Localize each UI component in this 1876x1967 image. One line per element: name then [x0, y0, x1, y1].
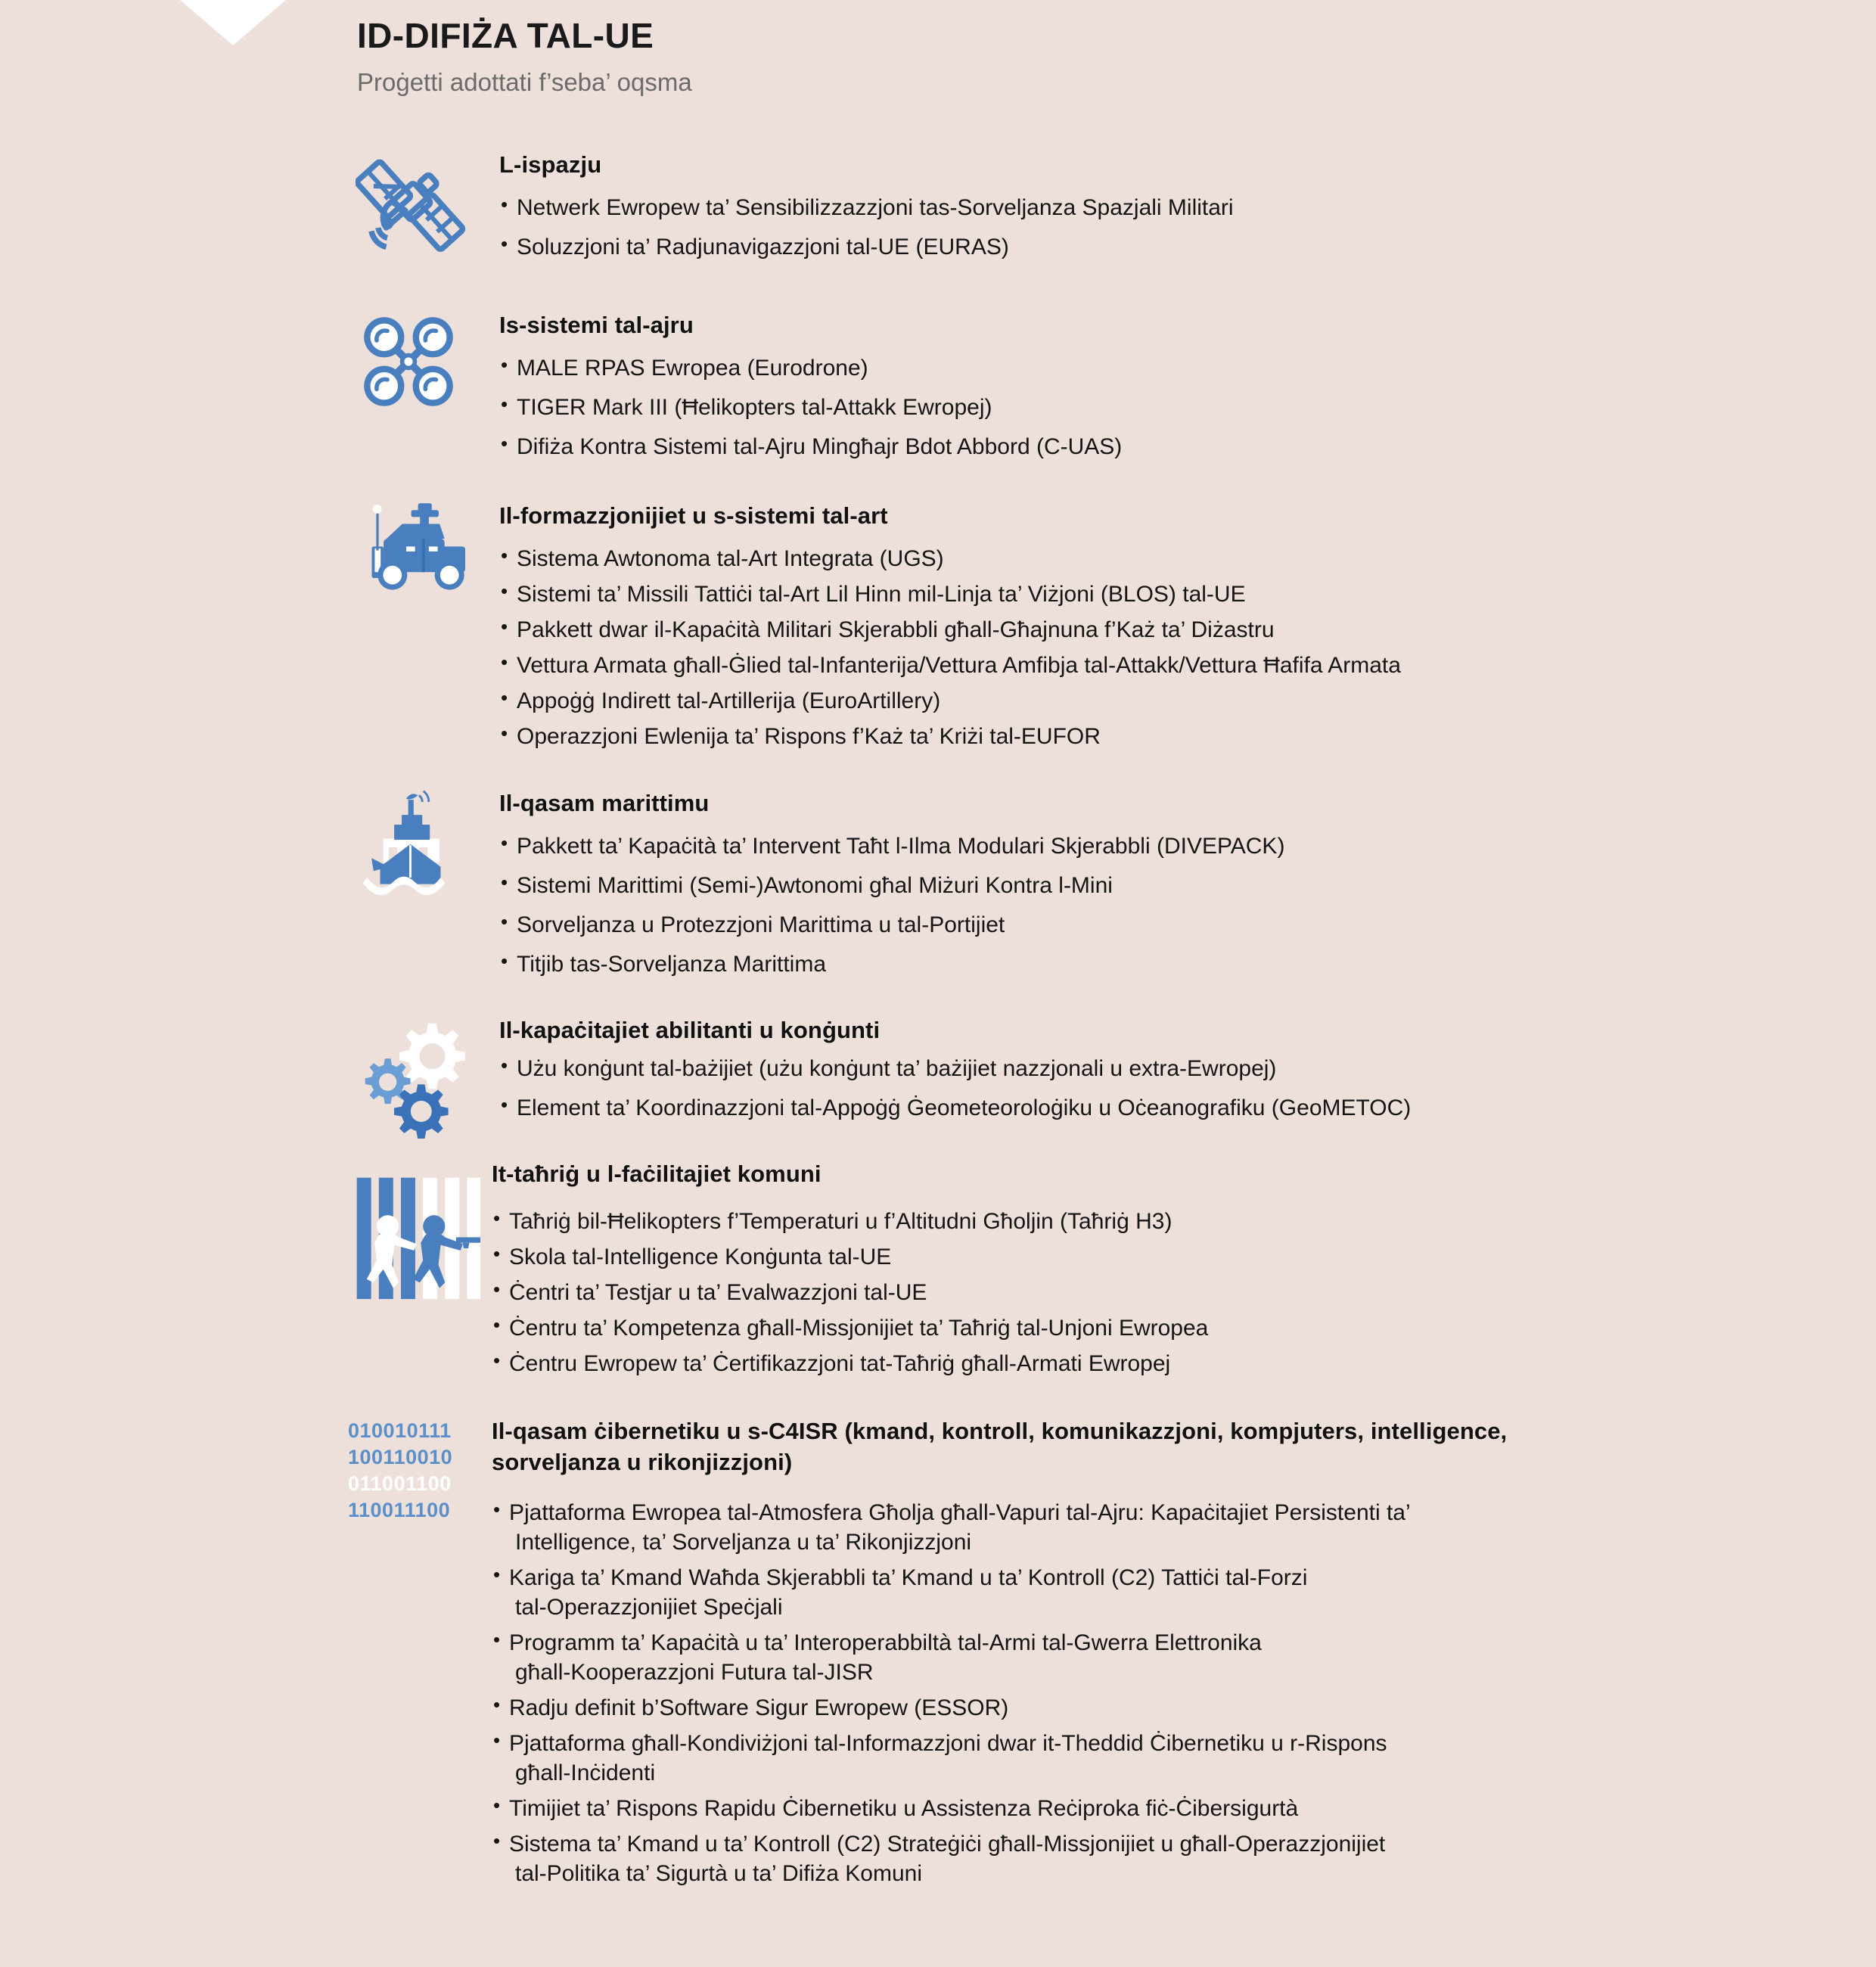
list-item	[499, 651, 1846, 680]
bullet-text: Vettura Armata għall-Ġlied tal-Infanterija/Vettura Amfibja tal-Attakk/Vettura Ħafifa Armata	[517, 652, 1401, 678]
list-item	[499, 580, 1846, 609]
bullet-text-continued: għall-Kooperazzjoni Futura tal-JISR	[515, 1659, 874, 1685]
section-maritime-bullets	[499, 831, 1831, 979]
bullet-text: Użu konġunt tal-bażijiet (użu konġunt ta’ bażijiet nazzjonali u extra-Ewropej)	[517, 1055, 1277, 1081]
section-space-bullets	[499, 193, 1831, 262]
list-item	[499, 910, 1831, 940]
bullet-text: Difiża Kontra Sistemi tal-Ajru Mingħajr Bdot Abbord (C-UAS)	[517, 433, 1123, 459]
list-item	[499, 544, 1846, 573]
bullet-text: Titjib tas-Sorveljanza Marittima	[517, 951, 826, 977]
list-item	[492, 1628, 1861, 1687]
section-training-bullets	[492, 1207, 1823, 1378]
section-land-icon-column	[348, 499, 499, 598]
page-header	[357, 17, 692, 97]
bullet-text: Taħriġ bil-Ħelikopters f’Temperaturi u f’Altitudni Għoljin (Taħriġ H3)	[509, 1208, 1172, 1234]
bullet-text: Sistema Awtonoma tal-Art Integrata (UGS)	[517, 545, 944, 571]
list-item	[492, 1207, 1823, 1236]
list-item	[492, 1242, 1823, 1272]
section-space-text-column	[499, 148, 1831, 272]
list-item	[499, 949, 1831, 979]
page-title: ID-DIFIŻA TAL-UE	[357, 16, 654, 55]
section-enabling-text-column	[499, 1014, 1846, 1133]
list-item	[499, 615, 1846, 645]
section-land-bullets	[499, 544, 1846, 751]
list-item	[499, 193, 1831, 222]
bullet-text: Ċentru ta’ Kompetenza għall-Missjonijiet ta’ Taħriġ tal-Unjoni Ewropea	[509, 1315, 1209, 1341]
ship-icon	[356, 787, 465, 900]
section-enabling-title: Il-kapaċitajiet abilitanti u konġunti	[499, 1017, 881, 1043]
list-item	[499, 232, 1831, 262]
section-space	[348, 148, 1831, 272]
list-item	[499, 432, 1831, 461]
list-item	[492, 1794, 1861, 1823]
bullet-text-continued: Intelligence, ta’ Sorveljanza u ta’ Rikonjizzjoni	[515, 1529, 972, 1555]
binary-line: 100110010	[348, 1446, 453, 1469]
section-maritime-title: Il-qasam marittimu	[499, 790, 710, 816]
bullet-text: Operazzjoni Ewlenija ta’ Rispons f’Każ ta’ Kriżi tal-EUFOR	[517, 723, 1101, 749]
bullet-text-continued: tal-Politika ta’ Sigurtà u ta’ Difiża Komuni	[515, 1860, 923, 1886]
section-cyber-title: Il-qasam ċibernetiku u s-C4ISR (kmand, kontroll, komunikazzjoni, kompjuters, intelligence, sorveljanza u rikonjizzjoni)	[492, 1418, 1508, 1475]
section-land-text-column	[499, 499, 1846, 757]
bullet-text: Skola tal-Intelligence Konġunta tal-UE	[509, 1244, 892, 1269]
list-item	[499, 686, 1846, 716]
binary-line: 011001100	[348, 1472, 452, 1496]
list-item	[492, 1313, 1823, 1343]
list-item	[499, 1054, 1846, 1083]
list-item	[492, 1349, 1823, 1378]
bullet-text: Sistemi ta’ Missili Tattiċi tal-Art Lil Hinn mil-Linja ta’ Viżjoni (BLOS) tal-UE	[517, 581, 1246, 607]
section-training-title: It-taħriġ u l-faċilitajiet komuni	[492, 1161, 822, 1187]
list-item	[499, 831, 1831, 861]
satellite-icon	[356, 148, 469, 262]
section-training-icon-column	[340, 1158, 492, 1313]
section-land	[348, 499, 1846, 757]
section-enabling-bullets	[499, 1054, 1846, 1123]
list-item	[492, 1498, 1861, 1557]
list-item	[492, 1693, 1861, 1723]
bullet-text: Pjattaforma għall-Kondiviżjoni tal-Informazzjoni dwar it-Theddid Ċibernetiku u r-Rispons	[509, 1730, 1387, 1756]
list-item	[499, 393, 1831, 422]
bullet-text: Ċentru Ewropew ta’ Ċertifikazzjoni tat-Taħriġ għall-Armati Ewropej	[509, 1350, 1171, 1376]
bullet-text: Element ta’ Koordinazzjoni tal-Appoġġ Ġeometeoroloġiku u Oċeanografiku (GeoMETOC)	[517, 1095, 1412, 1120]
section-land-title: Il-formazzjonijiet u s-sistemi tal-art	[499, 502, 888, 529]
section-training-text-column	[492, 1158, 1823, 1384]
list-item	[492, 1563, 1861, 1622]
bullet-text: Programm ta’ Kapaċità u ta’ Interoperabbiltà tal-Armi tal-Gwerra Elettronika	[509, 1630, 1262, 1655]
section-air-text-column	[499, 309, 1831, 471]
section-space-icon-column	[348, 148, 499, 262]
list-item	[492, 1729, 1861, 1788]
training-soldiers-icon	[348, 1158, 480, 1313]
section-cyber	[340, 1415, 1861, 1894]
bullet-text: Pjattaforma Ewropea tal-Atmosfera Għolja għall-Vapuri tal-Ajru: Kapaċitajiet Persistenti ta’	[509, 1499, 1411, 1525]
bullet-text: Sistemi Marittimi (Semi-)Awtonomi għal Miżuri Kontra l-Mini	[517, 872, 1113, 898]
section-air-bullets	[499, 353, 1831, 461]
section-maritime	[348, 787, 1831, 989]
section-air-icon-column	[348, 309, 499, 415]
bullet-text: Timijiet ta’ Rispons Rapidu Ċibernetiku u Assistenza Reċiproka fiċ-Ċibersigurtà	[509, 1795, 1299, 1821]
list-item	[492, 1829, 1861, 1888]
list-item	[499, 722, 1846, 751]
section-training	[340, 1158, 1823, 1384]
section-maritime-icon-column	[348, 787, 499, 900]
section-enabling	[348, 1014, 1846, 1139]
bullet-text: Soluzzjoni ta’ Radjunavigazzjoni tal-UE (EURAS)	[517, 234, 1009, 259]
binary-code-icon	[348, 1415, 452, 1524]
bullet-text: Ċentri ta’ Testjar u ta’ Evalwazzjoni tal-UE	[509, 1279, 927, 1305]
bullet-text: Radju definit b’Software Sigur Ewropew (ESSOR)	[509, 1695, 1009, 1720]
list-item	[499, 871, 1831, 900]
section-cyber-icon-column	[340, 1415, 492, 1524]
section-air	[348, 309, 1831, 471]
gears-icon	[356, 1014, 473, 1139]
section-space-title: L-ispazju	[499, 151, 602, 178]
armored-vehicle-icon	[356, 499, 477, 598]
bullet-text: Sistema ta’ Kmand u ta’ Kontroll (C2) Strateġiċi għall-Missjonijiet u għall-Operazzjonijiet	[509, 1831, 1386, 1857]
bullet-text: MALE RPAS Ewropea (Eurodrone)	[517, 355, 868, 381]
binary-line: 010010111	[348, 1419, 452, 1442]
section-maritime-text-column	[499, 787, 1831, 989]
bullet-text: Pakkett dwar il-Kapaċità Militari Skjerabbli għall-Għajnuna f’Każ ta’ Diżastru	[517, 617, 1275, 642]
page-subtitle: Proġetti adottati f’seba’ oqsma	[357, 67, 692, 96]
list-item	[492, 1278, 1823, 1307]
section-cyber-text-column	[492, 1415, 1861, 1894]
section-enabling-icon-column	[348, 1014, 499, 1139]
section-cyber-bullets	[492, 1498, 1861, 1888]
bullet-text: Pakkett ta’ Kapaċità ta’ Intervent Taħt l-Ilma Modulari Skjerabbli (DIVEPACK)	[517, 833, 1285, 859]
bullet-text: Sorveljanza u Protezzjoni Marittima u tal-Portijiet	[517, 912, 1005, 937]
list-item	[499, 353, 1831, 383]
bullet-text: Appoġġ Indirett tal-Artillerija (EuroArtillery)	[517, 688, 941, 713]
bullet-text-continued: għall-Inċidenti	[515, 1760, 656, 1785]
binary-line: 110011100	[348, 1499, 451, 1522]
drone-icon	[356, 309, 461, 415]
bullet-text: Kariga ta’ Kmand Waħda Skjerabbli ta’ Kmand u ta’ Kontroll (C2) Tattiċi tal-Forzi	[509, 1565, 1308, 1590]
triangle-notch-decoration	[180, 0, 286, 45]
section-air-title: Is-sistemi tal-ajru	[499, 312, 694, 338]
bullet-text: TIGER Mark III (Ħelikopters tal-Attakk Ewropej)	[517, 394, 992, 420]
list-item	[499, 1093, 1846, 1123]
bullet-text: Netwerk Ewropew ta’ Sensibilizzazzjoni tas-Sorveljanza Spazjali Militari	[517, 194, 1234, 220]
bullet-text-continued: tal-Operazzjonijiet Speċjali	[515, 1594, 783, 1620]
